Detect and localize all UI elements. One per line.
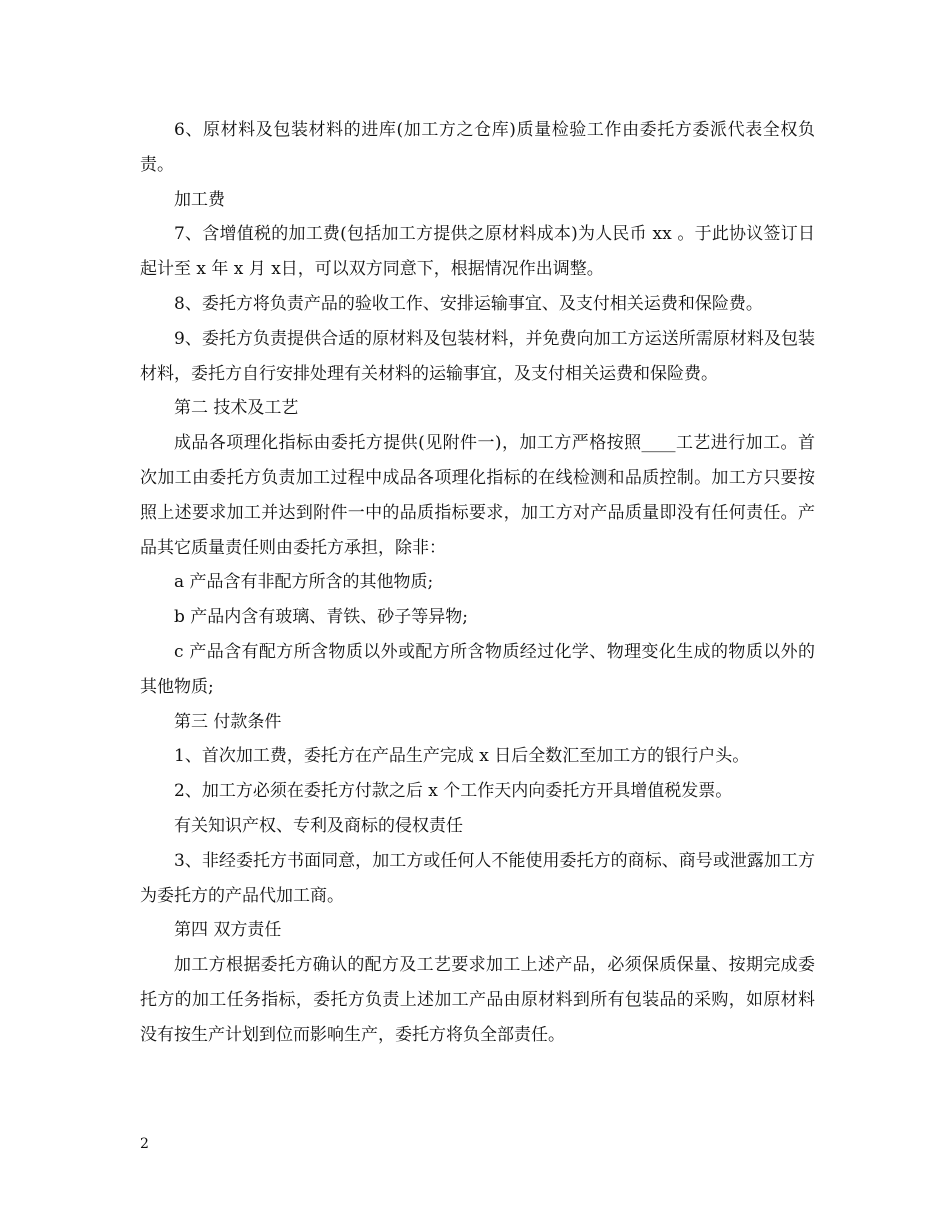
section-heading: 第二 技术及工艺 [174, 398, 299, 419]
page-number: 2 [140, 1136, 149, 1152]
list-item: a 产品含有非配方所含的其他物质; [174, 572, 434, 593]
paragraph: 9、委托方负责提供合适的原材料及包装材料，并免费向加工方运送所需原材料及包装材料，委托方自行安排处理有关材料的运输事宜，及支付相关运费和保险费。 [140, 328, 815, 384]
list-item: c 产品含有配方所含物质以外或配方所含物质经过化学、物理变化生成的物质以外的其他物质; [140, 641, 815, 697]
paragraph: 6、原材料及包装材料的进库(加工方之仓库)质量检验工作由委托方委派代表全权负责。 [140, 120, 815, 175]
section-heading: 第四 双方责任 [174, 920, 282, 941]
section-heading: 加工费 [174, 189, 225, 210]
paragraph: 1、首次加工费，委托方在产品生产完成 x 日后全数汇至加工方的银行户头。 [174, 746, 750, 767]
paragraph: 加工方根据委托方确认的配方及工艺要求加工上述产品，必须保质保量、按期完成委托方的加工任务指标，委托方负责上述加工产品由原材料到所有包装品的采购，如原材料没有按生产计划到位而影响生产，委托方将负全部责任。 [140, 955, 815, 1045]
document-body [140, 113, 815, 1053]
paragraph: 3、非经委托方书面同意，加工方或任何人不能使用委托方的商标、商号或泄露加工方为委托方的产品代加工商。 [140, 850, 815, 906]
section-heading: 有关知识产权、专利及商标的侵权责任 [174, 815, 463, 836]
section-heading: 第三 付款条件 [174, 711, 282, 732]
paragraph: 2、加工方必须在委托方付款之后 x 个工作天内向委托方开具增值税发票。 [174, 781, 733, 802]
paragraph: 成品各项理化指标由委托方提供(见附件一)，加工方严格按照____工艺进行加工。首次加工由委托方负责加工过程中成品各项理化指标的在线检测和品质控制。加工方只要按照上述要求加工并达到附件一中的品质指标要求，加工方对产品质量即没有任何责任。产品其它质量责任则由委托方承担，除非： [140, 433, 815, 558]
paragraph: 8、委托方将负责产品的验收工作、安排运输事宜、及支付相关运费和保险费。 [174, 293, 763, 314]
paragraph: 7、含增值税的加工费(包括加工方提供之原材料成本)为人民币 xx 。于此协议签订日起计至 x 年 x 月 x日，可以双方同意下，根据情况作出调整。 [140, 224, 815, 280]
list-item: b 产品内含有玻璃、青铁、砂子等异物; [174, 607, 469, 628]
